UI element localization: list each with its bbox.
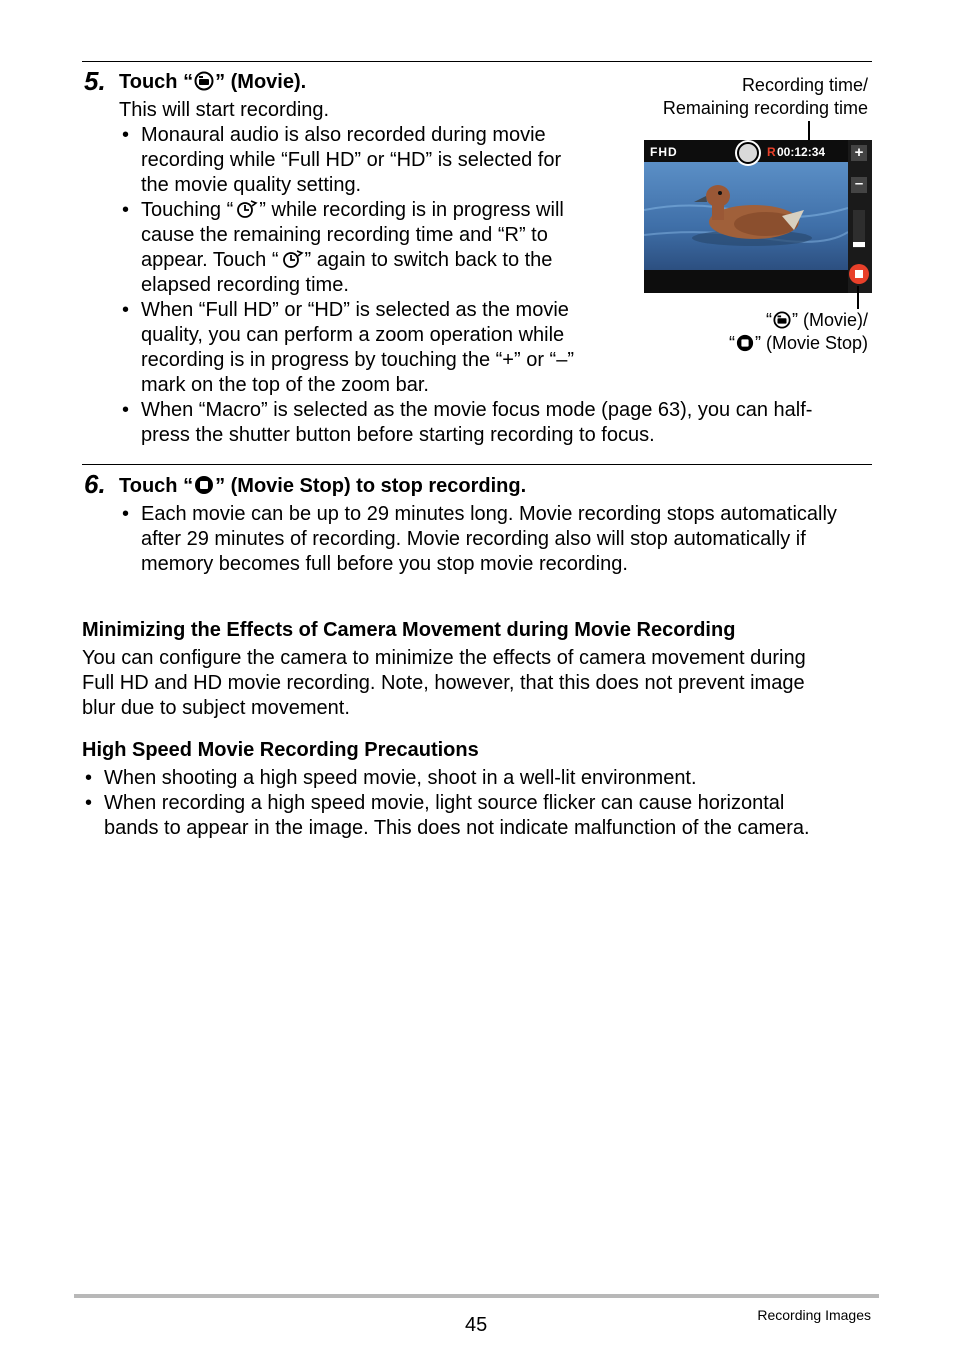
zoom-in-button[interactable]: + — [851, 145, 867, 161]
rec-mark: R — [767, 145, 776, 159]
stop-square-icon — [855, 270, 863, 278]
time-toggle-button[interactable] — [737, 142, 759, 164]
camera-preview-image — [644, 140, 872, 293]
step-5-bullet: • When “Full HD” or “HD” is selected as the movie quality, you can perform a zoom operation while recording is in progress by touching the “+” or “–” mark on the top of the zoom bar. — [122, 299, 574, 396]
top-rule — [82, 61, 872, 62]
movie-stop-button[interactable] — [849, 264, 869, 284]
step-5-heading: Touch “ ” (Movie). — [119, 71, 307, 93]
time-toggle-icon — [280, 249, 304, 269]
figure-caption-bottom: “ ” (Movie)/ “ ” (Movie Stop) — [728, 310, 868, 353]
step-5-bullet: • When “Macro” is selected as the movie focus mode (page 63), you can half- press the shutter button before starting recording to focus. — [122, 399, 813, 446]
step-6-rule — [82, 464, 872, 465]
movie-icon — [773, 311, 791, 329]
time-toggle-icon — [234, 199, 258, 219]
footer-section-name: Recording Images — [757, 1307, 871, 1323]
callout-line-bottom — [857, 286, 859, 309]
footer-rule — [74, 1294, 879, 1298]
section-2-bullet: • When recording a high speed movie, light source flicker can cause horizontal bands to appear in the image. This does not indicate malfunction of the camera. — [85, 792, 810, 839]
section-heading-camera-movement: Minimizing the Effects of Camera Movement during Movie Recording — [82, 619, 736, 641]
section-1-body: You can configure the camera to minimize the effects of camera movement during Full HD and HD movie recording. Note, however, that this does not prevent image blur due to subject movement. — [82, 647, 806, 719]
page-number: 45 — [465, 1314, 488, 1336]
recording-timer: 00:12:34 — [777, 145, 826, 159]
movie-stop-icon — [736, 334, 754, 352]
figure-caption-top: Recording time/ Remaining recording time — [662, 75, 868, 118]
step-6-heading: Touch “ ” (Movie Stop) to stop recording. — [119, 475, 527, 497]
movie-icon — [194, 71, 214, 91]
step-6-bullet: • Each movie can be up to 29 minutes long. Movie recording stops automatically after 29 minutes of recording. Movie recording also will stop automatically if memory becomes full before you stop movie recording. — [122, 503, 837, 575]
step-number-6: 6. — [84, 469, 106, 499]
step-5-intro: This will start recording. — [119, 99, 330, 121]
section-2-bullet: • When shooting a high speed movie, shoot in a well-lit environment. — [85, 767, 697, 789]
camera-screen — [644, 140, 872, 293]
section-heading-high-speed: High Speed Movie Recording Precautions — [82, 739, 479, 761]
quality-label: FHD — [650, 145, 678, 159]
step-5-bullet: • Touching “ ” while recording is in progress will cause the remaining recording time and “R” to appear. Touch “ ” again to switch back to the elapsed recording time. — [122, 199, 564, 296]
movie-stop-icon — [194, 475, 214, 495]
step-number-5: 5. — [84, 66, 106, 96]
step-5-bullet: • Monaural audio is also recorded during movie recording while “Full HD” or “HD” is selected for the movie quality setting. — [122, 124, 562, 196]
zoom-out-button[interactable]: – — [851, 177, 867, 193]
